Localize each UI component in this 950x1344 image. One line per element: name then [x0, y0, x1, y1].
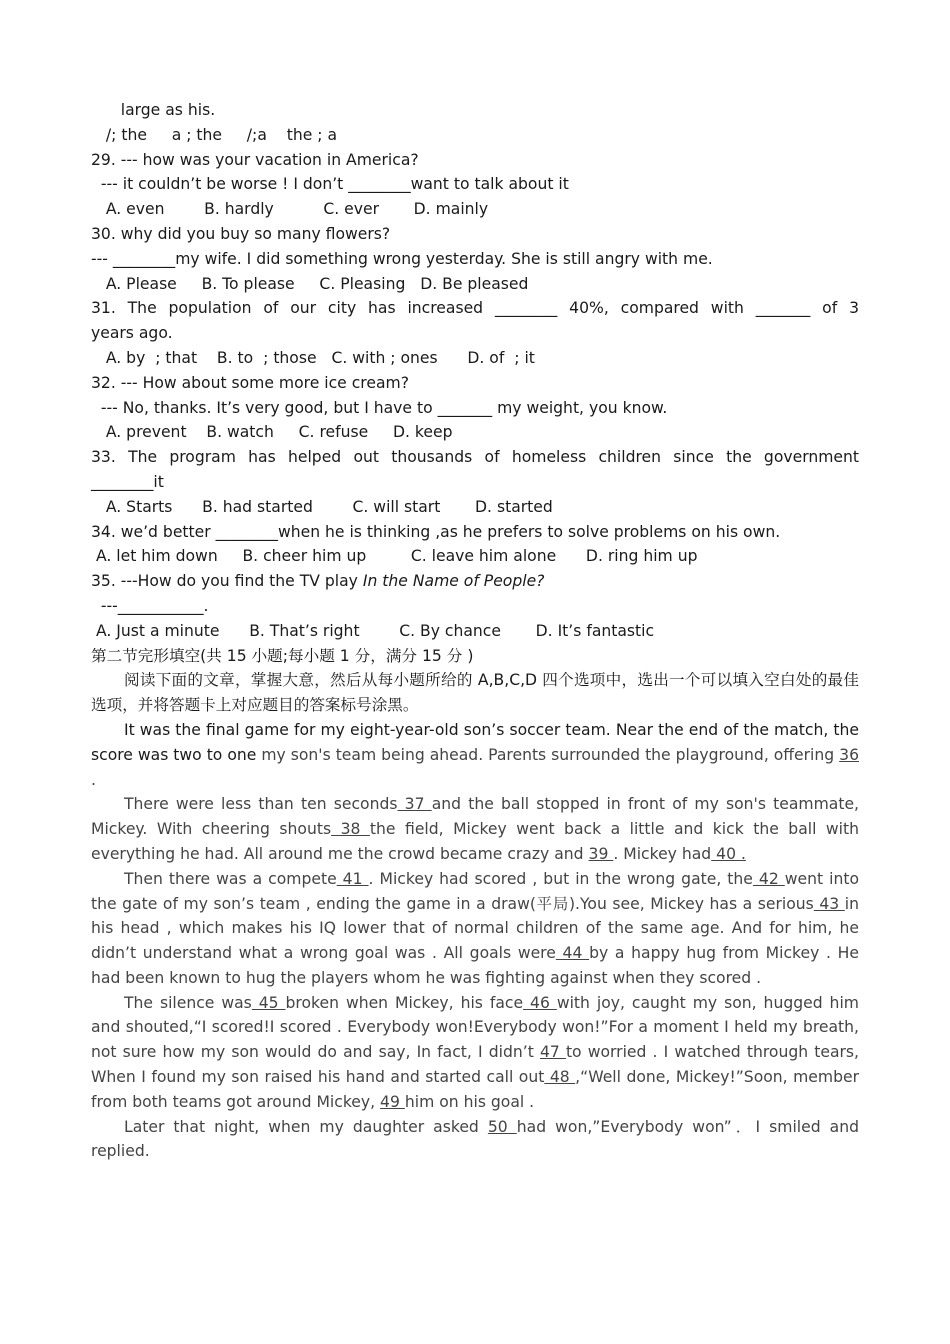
p3-text-d: in his head , which makes his IQ lower that of normal children of the same age. And for him, he didn’t understand what a wrong goal was . All goals were — [91, 894, 859, 963]
q34-stem: 34. we’d better ________when he is thinking ,as he prefers to solve problems on his own. — [91, 522, 781, 541]
q28-tail: large as his. — [91, 101, 216, 119]
p3-text-a: Then there was a compete — [124, 869, 337, 888]
p2-text-b: and the ball stopped in front of my son's teammate, Mickey. With cheering shouts — [91, 795, 859, 839]
q32-reply: --- No, thanks. It’s very good, but I have to _______ my weight, you know. — [91, 398, 668, 417]
passage-paragraph-1 — [91, 718, 859, 792]
passage-paragraph-2 — [91, 792, 859, 866]
q30-reply: --- ________my wife. I did something wrong yesterday. She is still angry with me. — [91, 249, 713, 268]
p2-text-c: the field, Mickey went back a little and kick the ball with everything he had. All around me the crowd became crazy and — [91, 820, 859, 863]
passage-paragraph-4 — [91, 991, 859, 1115]
p1-text: my son's team being ahead. Parents surrounded the playground, offering — [256, 745, 840, 764]
q35-play-title: In the Name of People? — [362, 572, 545, 591]
q35-stem-text: 35. ---How do you find the TV play — [91, 572, 363, 591]
q32-stem: 32. --- How about some more ice cream? — [91, 373, 409, 392]
p4-text-a: The silence was — [124, 993, 252, 1012]
blank-36: 36 — [839, 745, 859, 764]
blank-39: 39 — [588, 844, 614, 863]
p4-text-d: to worried . I watched through tears, When I found my son raised his hand and started call out — [91, 1043, 859, 1087]
q34-options: A. let him down B. cheer him up C. leave him alone D. ring him up — [91, 547, 698, 566]
q35-reply: ---___________. — [91, 596, 209, 615]
section-instructions: 阅读下面的文章，掌握大意，然后从每小题所给的 A,B,C,D 四个选项中，选出一个可以填入空白处的最佳选项，并将答题卡上对应题目的答案标号涂黑。 — [91, 671, 859, 715]
blank-48: 48 — [544, 1068, 576, 1087]
q33-stem-line2: ________it — [91, 472, 164, 491]
blank-49: 49 — [380, 1092, 405, 1111]
p3-text-e: by a happy hug from Mickey . He had been known to hug the players whom he was fighting against when they scored . — [91, 944, 859, 987]
p3-text-c: went into the gate of my son’s team , ending the game in a draw(平局).You see, Mickey has a serious — [91, 869, 860, 913]
p1-end: . — [91, 770, 96, 789]
q31-stem-line1: 31. The population of our city has increased ________ 40%, compared with _______ of 3 — [91, 299, 859, 318]
p4-text-e: ,“Well done, Mickey!”Soon, member from both teams got around Mickey, — [91, 1068, 859, 1111]
q35-options: A. Just a minute B. That’s right C. By chance D. It’s fantastic — [91, 621, 655, 640]
blank-38: 38 — [331, 820, 370, 839]
p4-text-c: with joy, caught my son, hugged him and shouted,“I scored!I scored . Everybody won!Everybody won!”For a moment I held my breath, not sure how my son would do and say, In fact, I didn’t — [91, 993, 859, 1062]
q31-options: A. by ; that B. to ; those C. with ; ones D. of ; it — [91, 348, 535, 367]
q31-stem-line2: years ago. — [91, 324, 173, 343]
p1-text-black: It was the final game for my eight-year-old son’s soccer team. Near the end of the match, the score was two to one — [91, 720, 859, 764]
q35-stem — [91, 569, 859, 594]
q33-stem-line1: 33. The program has helped out thousands of homeless children since the government — [91, 448, 859, 467]
exam-page — [91, 98, 859, 1164]
blank-41: 41 — [336, 869, 369, 888]
section-heading: 第二节完形填空(共 15 小题;每小题 1 分，满分 15 分 ) — [91, 646, 474, 665]
p4-text-f: him on his goal . — [404, 1092, 535, 1111]
blank-42: 42 — [752, 869, 785, 888]
q30-stem: 30. why did you buy so many flowers? — [91, 224, 391, 243]
p2-text-a: There were less than ten seconds — [124, 795, 398, 814]
p4-text-b: broken when Mickey, his face — [285, 993, 524, 1012]
q29-reply: --- it couldn’t be worse ! I don’t ________want to talk about it — [91, 175, 569, 194]
p2-text-d: . Mickey had — [613, 844, 712, 863]
q29-stem: 29. --- how was your vacation in America? — [91, 150, 419, 169]
passage-paragraph-3 — [91, 867, 859, 991]
blank-45: 45 — [251, 993, 286, 1012]
blank-46: 46 — [523, 993, 557, 1012]
q28-options: /; the a ; the /;a the ; a — [91, 125, 338, 144]
blank-43: 43 — [813, 894, 845, 913]
q33-options: A. Starts B. had started C. will start D. started — [91, 497, 553, 516]
q30-options: A. Please B. To please C. Pleasing D. Be pleased — [91, 274, 529, 293]
blank-40: 40 . — [711, 844, 746, 863]
q32-options: A. prevent B. watch C. refuse D. keep — [91, 423, 453, 442]
blank-50: 50 — [487, 1117, 517, 1136]
blank-37: 37 — [397, 795, 432, 814]
passage-paragraph-5 — [91, 1115, 859, 1165]
p5-text-a: Later that night, when my daughter asked — [124, 1117, 488, 1136]
p3-text-b: . Mickey had scored , but in the wrong gate, the — [368, 869, 753, 888]
q29-options: A. even B. hardly C. ever D. mainly — [91, 200, 489, 219]
blank-47: 47 — [539, 1043, 566, 1062]
blank-44: 44 — [555, 944, 590, 963]
p5-text-b: had won,”Everybody won”．I smiled and replied. — [91, 1117, 859, 1161]
